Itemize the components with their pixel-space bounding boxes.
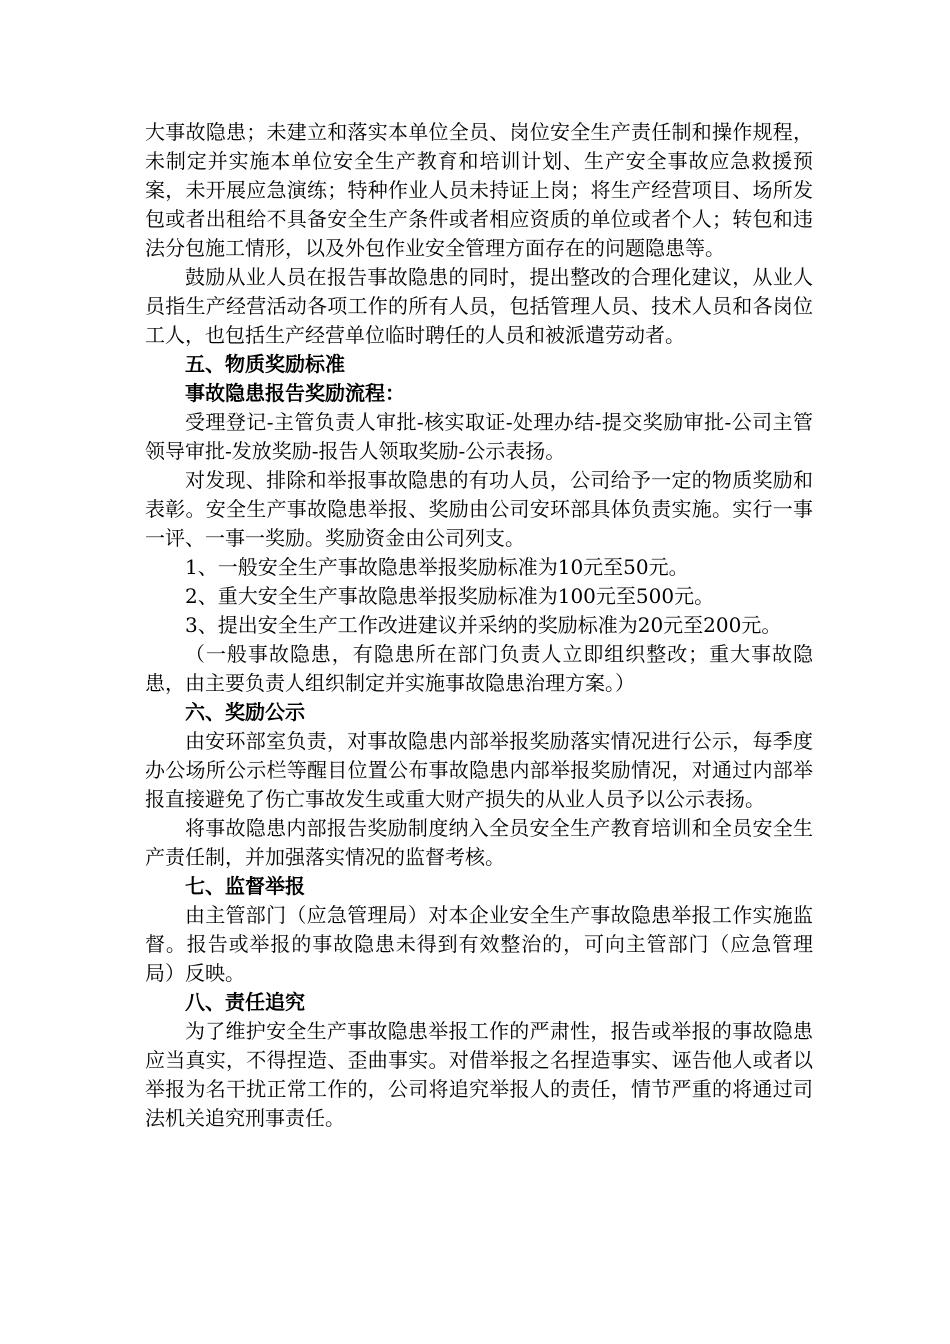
section-heading-7: 七、监督举报 — [185, 874, 305, 898]
paragraph-reward-process-steps: 受理登记-主管负责人审批-核实取证-处理办结-提交奖励审批-公司主管领导审批-发放奖励-报告人领取奖励-公示表扬。 — [145, 410, 813, 463]
paragraph-encourage-suggestions: 鼓励从业人员在报告事故隐患的同时，提出整改的合理化建议，从业人员指生产经营活动各项工作的所有人员，包括管理人员、技术人员和各岗位工人，也包括生产经营单位临时聘任的人员和被派遣劳动者。 — [145, 265, 813, 347]
subheading-reward-process: 事故隐患报告奖励流程： — [185, 381, 405, 405]
paragraph-continued-hazards: 大事故隐患；未建立和落实本单位全员、岗位安全生产责任制和操作规程，未制定并实施本单位安全生产教育和培训计划、生产安全事故应急救援预案，未开展应急演练；特种作业人员未持证上岗；将生产经营项目、场所发包或者出租给不具备安全生产条件或者相应资质的单位或者个人；转包和违法分包施工情形，以及外包作业安全管理方面存在的问题隐患等。 — [145, 120, 813, 260]
section-heading-5: 五、物质奖励标准 — [185, 352, 345, 376]
list-item-reward-suggestion: 3、提出安全生产工作改进建议并采纳的奖励标准为20元至200元。 — [185, 613, 782, 637]
section-heading-6: 六、奖励公示 — [185, 700, 305, 724]
paragraph-reward-policy: 对发现、排除和举报事故隐患的有功人员，公司给予一定的物质奖励和表彰。安全生产事故隐患举报、奖励由公司安环部具体负责实施。实行一事一评、一事一奖励。奖励资金由公司列支。 — [145, 468, 813, 550]
paragraph-accountability: 为了维护安全生产事故隐患举报工作的严肃性，报告或举报的事故隐患应当真实，不得捏造、歪曲事实。对借举报之名捏造事实、诬告他人或者以举报为名干扰正常工作的，公司将追究举报人的责任，情节严重的将通过司法机关追究刑事责任。 — [145, 1019, 813, 1130]
paragraph-rectification-note: （一般事故隐患，有隐患所在部门负责人立即组织整改；重大事故隐患，由主要负责人组织制定并实施事故隐患治理方案。） — [145, 642, 813, 695]
section-heading-8: 八、责任追究 — [185, 990, 305, 1014]
paragraph-publicity: 由安环部室负责，对事故隐患内部举报奖励落实情况进行公示，每季度办公场所公示栏等醒目位置公布事故隐患内部举报奖励情况，对通过内部举报直接避免了伤亡事故发生或重大财产损失的从业人员予以公示表扬。 — [145, 729, 813, 811]
list-item-reward-general: 1、一般安全生产事故隐患举报奖励标准为10元至50元。 — [185, 555, 689, 579]
document-body — [145, 118, 813, 1133]
list-item-reward-major: 2、重大安全生产事故隐患举报奖励标准为100元至500元。 — [185, 584, 715, 608]
paragraph-supervision: 由主管部门（应急管理局）对本企业安全生产事故隐患举报工作实施监督。报告或举报的事故隐患未得到有效整治的，可向主管部门（应急管理局）反映。 — [145, 903, 813, 985]
paragraph-training-integration: 将事故隐患内部报告奖励制度纳入全员安全生产教育培训和全员安全生产责任制，并加强落实情况的监督考核。 — [145, 816, 813, 869]
